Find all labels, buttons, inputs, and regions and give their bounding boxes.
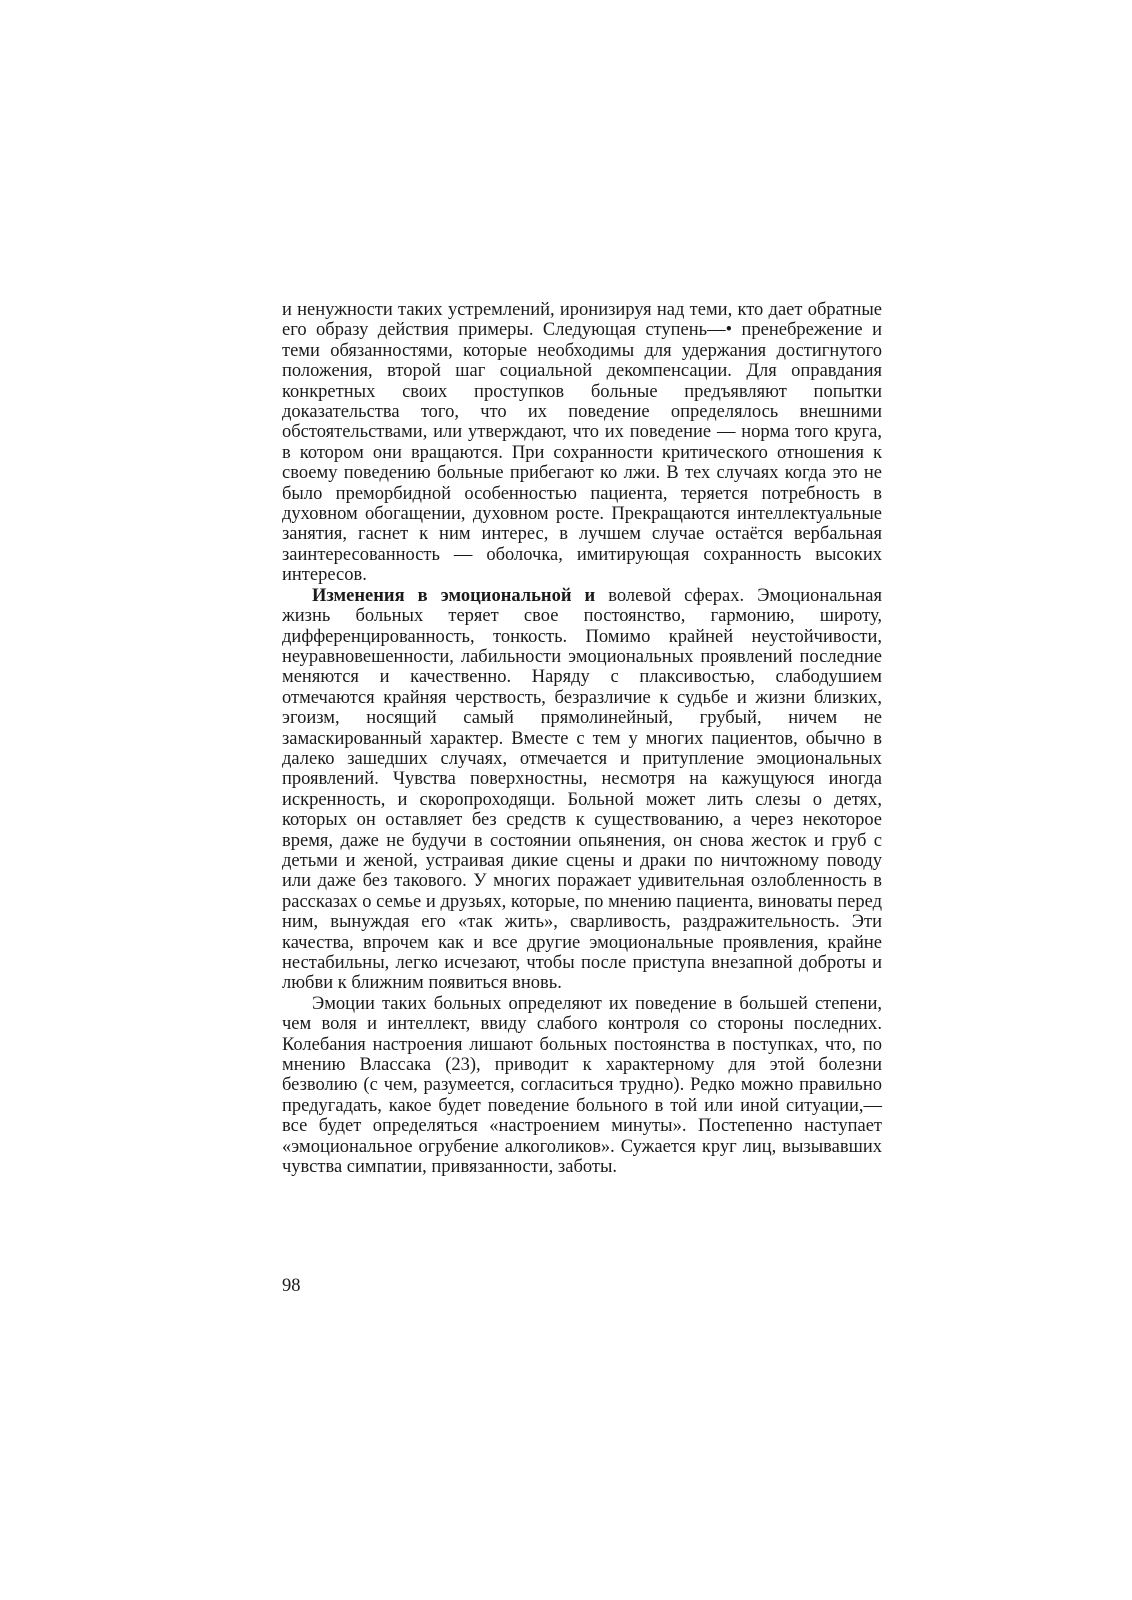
paragraph-2 xyxy=(282,586,882,994)
paragraph-3: Эмоции таких больных определяют их поведение в большей степени, чем воля и интеллект, ввиду слабого контроля со стороны последних. Колебания настроения лишают больных постоянства в поступках, что, по мнению Влассака (23), приводит к характерному для этой болезни безволию (с чем, разумеется, согласиться трудно). Редко можно правильно предугадать, какое будет поведение больного в той или иной ситуации,— все будет определяться «настроением минуты». Постепенно наступает «эмоциональное огрубение алкоголиков». Сужается круг лиц, вызывавших чувства симпатии, привязанности, заботы. xyxy=(282,993,882,1178)
paragraph-1: и ненужности таких устремлений, иронизируя над теми, кто дает обратные его образу действия примеры. Следующая ступень—• пренебрежение и теми обязанностями, которые необходимы для удержания достигнутого положения, второй шаг социальной декомпенсации. Для оправдания конкретных своих проступков больные предъявляют попытки доказательства того, что их поведение определялось внешними обстоятельствами, или утверждают, что их поведение — норма того круга, в котором они вращаются. При сохранности критического отношения к своему поведению больные прибегают ко лжи. В тех случаях когда это не было преморбидной особенностью пациента, теряется потребность в духовном обогащении, духовном росте. Прекращаются интеллектуальные занятия, гаснет к ним интерес, в лучшем случае остаётся вербальная заинтересованность — оболочка, имитирующая сохранность высоких интересов. xyxy=(282,300,882,586)
section-heading-inline: Изменения в эмоциональной и xyxy=(312,585,596,606)
page-number: 98 xyxy=(282,1276,301,1296)
body-text xyxy=(282,300,882,1177)
paragraph-2-text: волевой сферах. Эмоциональная жизнь больных теряет свое постоянство, гармонию, широту, дифференцированность, тонкость. Помимо крайней неустойчивости, неуравновешенности, лабильности эмоциональных проявлений последние меняются и качественно. Наряду с плаксивостью, слабодушием отмечаются крайняя черствость, безразличие к судьбе и жизни близких, эгоизм, носящий самый прямолинейный, грубый, ничем не замаскированный характер. Вместе с тем у многих пациентов, обычно в далеко зашедших случаях, отмечается и притупление эмоциональных проявлений. Чувства поверхностны, несмотря на кажущуюся иногда искренность, и скоропроходящи. Больной может лить слезы о детях, которых он оставляет без средств к существованию, а через некоторое время, даже не будучи в состоянии опьянения, он снова жесток и груб с детьми и женой, устраивая дикие сцены и драки по ничтожному поводу или даже без такового. У многих поражает удивительная озлобленность в рассказах о семье и друзьях, которые, по мнению пациента, виноваты перед ним, вынуждая его «так жить», сварливость, раздражительность. Эти качества, впрочем как и все другие эмоциональные проявления, крайне нестабильны, легко исчезают, чтобы после приступа внезапной доброты и любви к ближним появиться вновь. xyxy=(282,585,882,994)
